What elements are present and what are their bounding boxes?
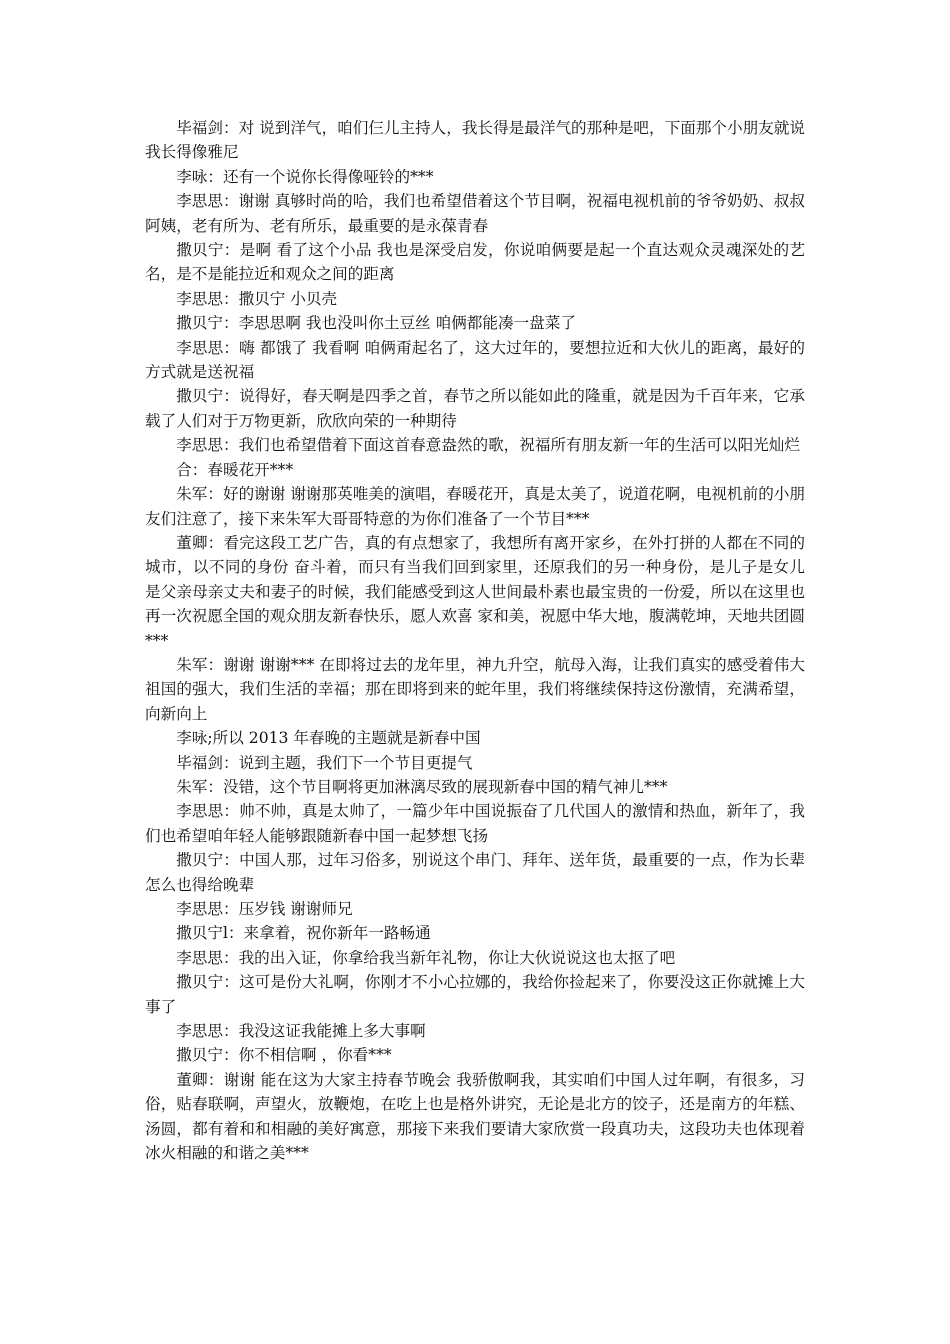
paragraph: 李咏;所以 2013 年春晚的主题就是新春中国 (176, 729, 481, 748)
paragraph: 李思思：帅不帅，真是太帅了，一篇少年中国说振奋了几代国人的激情和热血，新年了，我们也希望咱年轻人能够跟随新春中国一起梦想飞扬 (145, 802, 805, 845)
paragraph: 撒贝宁：李思思啊 我也没叫你土豆丝 咱俩都能凑一盘菜了 (176, 314, 576, 333)
paragraph: 撒贝宁：你不相信啊 ，你看*** (176, 1046, 392, 1065)
paragraph: 李咏：还有一个说你长得像哑铃的*** (176, 167, 434, 186)
paragraph: 董卿：谢谢 能在这为大家主持春节晚会 我骄傲啊我，其实咱们中国人过年啊，有很多，习俗，贴春联啊，声望火，放鞭炮，在吃上也是格外讲究，无论是北方的饺子，还是南方的年糕、汤圆，都有着和和相融的美好寓意，那接下来我们要请大家欣赏一段真功夫，这段功夫也体现着冰火相融的和谐之美*** (145, 1070, 805, 1163)
paragraph: 撒贝宁：中国人那，过年习俗多，别说这个串门、拜年、送年货，最重要的一点，作为长辈怎么也得给晚辈 (145, 851, 805, 894)
paragraph: 毕福剑：说到主题，我们下一个节目更提气 (176, 753, 473, 772)
paragraph: 李思思：撒贝宁 小贝壳 (176, 289, 338, 308)
paragraph: 撒贝宁：是啊 看了这个小品 我也是深受启发，你说咱俩要是起一个直达观众灵魂深处的艺名，是不是能拉近和观众之间的距离 (145, 241, 805, 284)
paragraph: 董卿：看完这段工艺广告，真的有点想家了，我想所有离开家乡，在外打拼的人都在不同的城市，以不同的身份 奋斗着，而只有当我们回到家里，还原我们的另一种身份，是儿子是女儿 是父亲母亲丈夫和妻子的时候，我们能感受到这人世间最朴素也最宝贵的一份爱，所以在这里也再一次祝愿全国的观众朋友新春快乐，愿人欢喜 家和美，祝愿中华大地，腹满乾坤，天地共团圆*** (145, 533, 805, 650)
paragraph: 合：春暖花开*** (176, 460, 294, 479)
paragraph: 李思思：我们也希望借着下面这首春意盎然的歌，祝福所有朋友新一年的生活可以阳光灿烂 (176, 436, 800, 455)
paragraph: 李思思：我的出入证，你拿给我当新年礼物，你让大伙说说这也太抠了吧 (176, 948, 676, 967)
document-page (145, 116, 805, 1165)
paragraph: 毕福剑：对 说到洋气，咱们仨儿主持人，我长得是最洋气的那种是吧，下面那个小朋友就说我长得像雅尼 (145, 119, 805, 162)
paragraph: 撒贝宁：说得好，春天啊是四季之首，春节之所以能如此的隆重，就是因为千百年来，它承载了人们对于万物更新，欣欣向荣的一种期待 (145, 387, 805, 430)
paragraph: 朱军：没错，这个节目啊将更加淋漓尽致的展现新春中国的精气神儿*** (176, 777, 668, 796)
paragraph: 朱军：谢谢 谢谢*** 在即将过去的龙年里，神九升空，航母入海，让我们真实的感受着伟大祖国的强大，我们生活的幸福；那在即将到来的蛇年里，我们将继续保持这份激情，充满希望，向新向上 (145, 655, 805, 723)
paragraph: 李思思：压岁钱 谢谢师兄 (176, 900, 353, 918)
paragraph: 朱军：好的谢谢 谢谢那英唯美的演唱，春暖花开，真是太美了，说道花啊，电视机前的小朋友们注意了，接下来朱军大哥哥特意的为你们准备了一个节目*** (145, 485, 805, 528)
paragraph: 撒贝宁l：来拿着，祝你新年一路畅通 (176, 924, 431, 943)
paragraph: 李思思：谢谢 真够时尚的哈，我们也希望借着这个节目啊，祝福电视机前的爷爷奶奶、叔叔阿姨，老有所为、老有所乐，最重要的是永葆青春 (145, 192, 805, 235)
paragraph: 撒贝宁：这可是份大礼啊，你刚才不小心拉娜的，我给你捡起来了，你要没这正你就摊上大事了 (145, 973, 805, 1016)
paragraph: 李思思：我没这证我能摊上多大事啊 (176, 1022, 426, 1041)
paragraph: 李思思：嗨 都饿了 我看啊 咱俩甭起名了，这大过年的，要想拉近和大伙儿的距离，最好的方式就是送祝福 (145, 338, 805, 382)
